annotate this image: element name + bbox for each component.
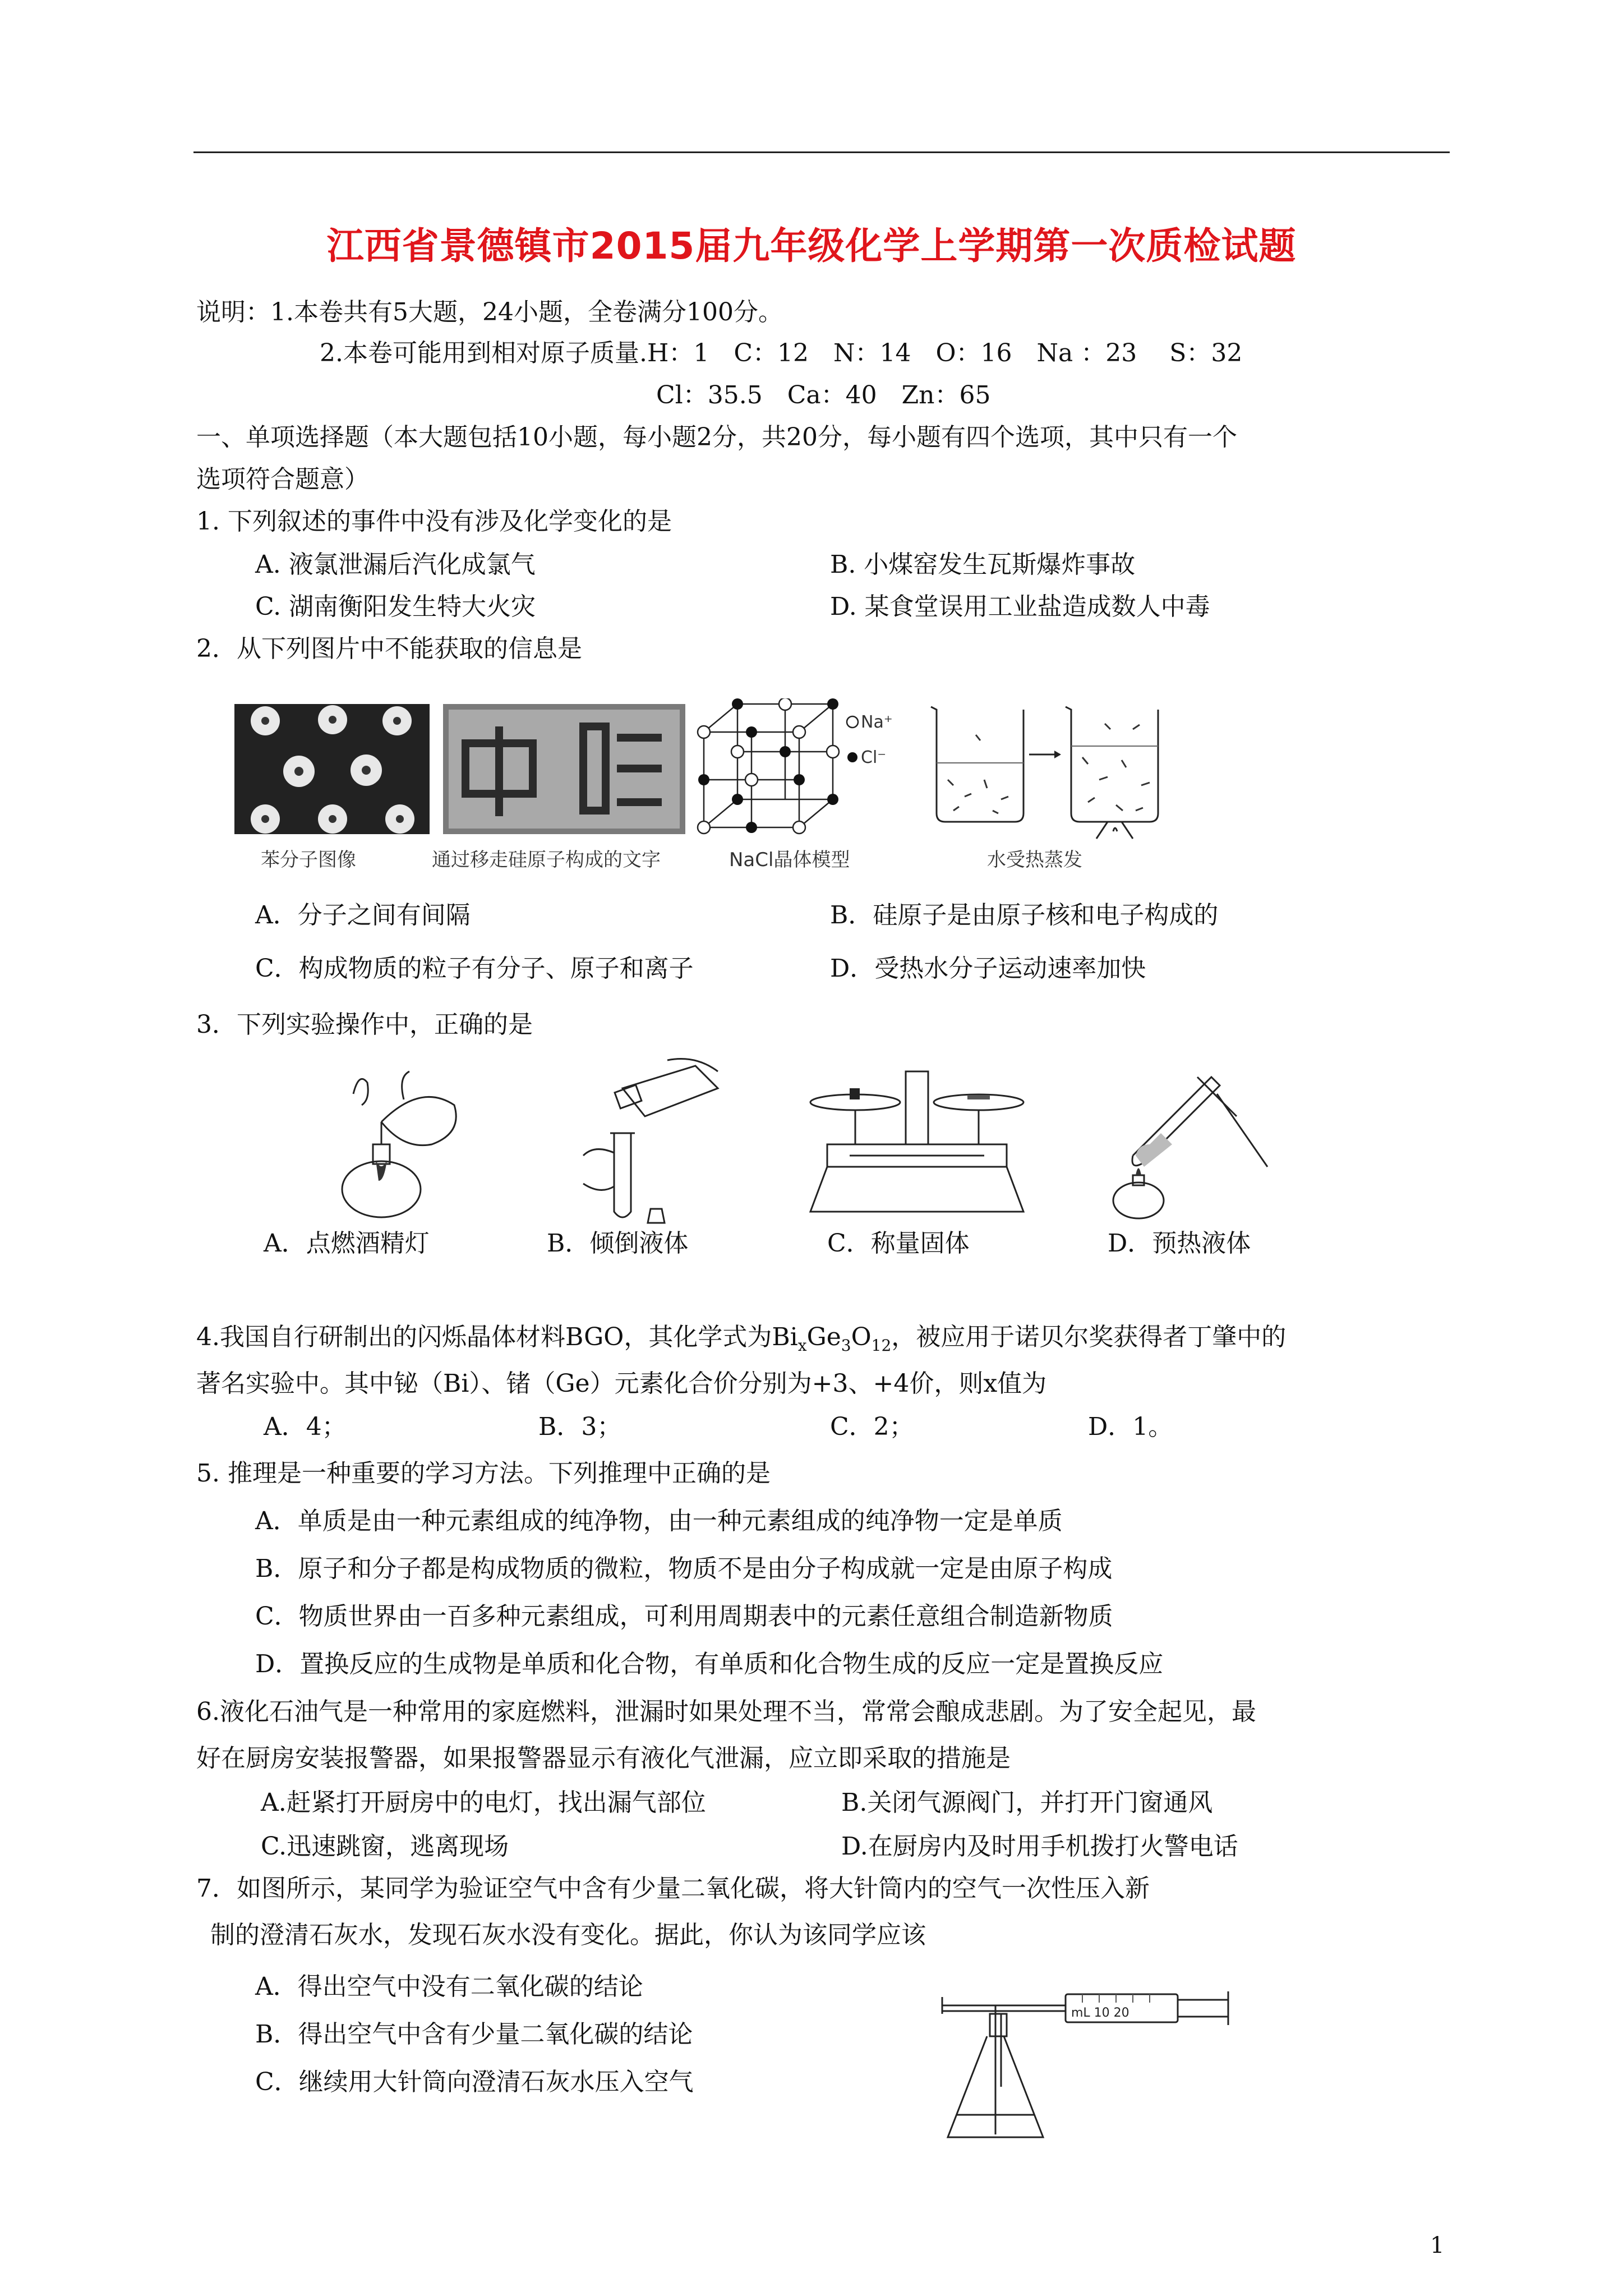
benzene-molecule-image (234, 704, 430, 834)
q3-option-b: B．倾倒液体 (547, 1229, 689, 1258)
caption-benzene: 苯分子图像 (261, 849, 356, 871)
q5-option-b: B．原子和分子都是构成物质的微粒，物质不是由分子构成就一定是由原子构成 (255, 1554, 1113, 1583)
page-number: 1 (1430, 2233, 1445, 2258)
legend-na: Na⁺ (861, 712, 893, 732)
q1-option-a: A. 液氯泄漏后汽化成氯气 (255, 550, 536, 579)
q3-option-a: A．点燃酒精灯 (264, 1229, 430, 1258)
preheating-liquid-figure (1099, 1055, 1279, 1228)
syringe-scale-label: mL 10 20 (1071, 2006, 1129, 2020)
water-evaporation-diagram (920, 701, 1211, 841)
q6-stem-cont: 好在厨房安装报警器，如果报警器显示有液化气泄漏，应立即采取的措施是 (196, 1744, 1011, 1773)
q7-option-b: B．得出空气中含有少量二氧化碳的结论 (255, 2020, 693, 2049)
q4-option-c: C．2； (830, 1412, 914, 1441)
q1-option-b: B. 小煤窑发生瓦斯爆炸事故 (830, 550, 1136, 579)
caption-nacl: NaCl晶体模型 (729, 849, 850, 871)
q7-option-a: A．得出空气中没有二氧化碳的结论 (255, 1972, 643, 2001)
note-1: 说明：1.本卷共有5大题，24小题，全卷满分100分。 (196, 298, 783, 326)
pouring-liquid-figure (561, 1055, 740, 1228)
q4-option-a: A．4； (264, 1412, 347, 1441)
q3-stem: 3．下列实验操作中，正确的是 (196, 1010, 533, 1039)
q2-option-d: D．受热水分子运动速率加快 (830, 954, 1146, 983)
section-1-heading-cont: 选项符合题意） (196, 465, 369, 494)
section-1-heading: 一、单项选择题（本大题包括10小题，每小题2分，共20分，每小题有四个选项，其中只有一个 (196, 423, 1237, 452)
q6-option-d: D.在厨房内及时用手机拨打火警电话 (841, 1832, 1238, 1861)
q4-option-d: D．1。 (1088, 1412, 1173, 1441)
q4-stem: 4.我国自行研制出的闪烁晶体材料BGO，其化学式为$Bi_xGe_3O_{12}$，被应用于诺贝尔奖获得者丁肇中的 (196, 1323, 1287, 1355)
q5-stem: 5. 推理是一种重要的学习方法。下列推理中正确的是 (196, 1459, 771, 1488)
q1-option-c: C. 湖南衡阳发生特大火灾 (255, 592, 536, 621)
note-2: 2.本卷可能用到相对原子质量.H：1 C：12 N：14 O：16 Na ：23 S：32 (320, 339, 1243, 367)
syringe-flask-apparatus (937, 1975, 1251, 2148)
q7-option-c: C．继续用大针筒向澄清石灰水压入空气 (255, 2068, 694, 2096)
silicon-atom-text-image (443, 704, 685, 834)
q5-option-c: C．物质世界由一百多种元素组成，可利用周期表中的元素任意组合制造新物质 (255, 1602, 1113, 1631)
q7-stem-cont: 制的澄清石灰水，发现石灰水没有变化。据此，你认为该同学应该 (210, 1921, 926, 1949)
q6-option-c: C.迅速跳窗，逃离现场 (261, 1832, 509, 1861)
q4-stem-cont: 著名实验中。其中铋（Bi）、锗（Ge）元素化合价分别为+3、+4价，则x值为 (196, 1369, 1047, 1398)
caption-water: 水受热蒸发 (987, 849, 1082, 871)
page-title: 江西省景德镇市2015届九年级化学上学期第一次质检试题 (326, 224, 1297, 268)
q2-stem: 2．从下列图片中不能获取的信息是 (196, 634, 582, 663)
q2-option-c: C．构成物质的粒子有分子、原子和离子 (255, 954, 694, 983)
q6-option-a: A.赶紧打开厨房中的电灯，找出漏气部位 (261, 1788, 706, 1817)
header-rule (193, 151, 1450, 153)
q6-option-b: B.关闭气源阀门，并打开门窗通风 (841, 1788, 1213, 1817)
q2-option-b: B．硅原子是由原子核和电子构成的 (830, 901, 1219, 930)
q4-option-b: B．3； (538, 1412, 622, 1441)
q6-stem: 6.液化石油气是一种常用的家庭燃料，泄漏时如果处理不当，常常会酿成悲剧。为了安全起见，最 (196, 1697, 1256, 1726)
q1-option-d: D. 某食堂误用工业盐造成数人中毒 (830, 592, 1210, 621)
balance-scale-figure (805, 1060, 1029, 1223)
q3-option-c: C．称量固体 (827, 1229, 970, 1258)
q5-option-d: D．置换反应的生成物是单质和化合物，有单质和化合物生成的反应一定是置换反应 (255, 1650, 1164, 1678)
q3-option-d: D．预热液体 (1108, 1229, 1251, 1258)
note-3: Cl：35.5 Ca：40 Zn：65 (656, 381, 991, 409)
q2-option-a: A．分子之间有间隔 (255, 901, 471, 930)
alcohol-lamp-lighting-figure (320, 1060, 477, 1228)
q5-option-a: A．单质是由一种元素组成的纯净物，由一种元素组成的纯净物一定是单质 (255, 1507, 1063, 1535)
legend-cl: Cl⁻ (861, 748, 887, 767)
caption-silicon: 通过移走硅原子构成的文字 (432, 849, 661, 871)
q7-stem: 7．如图所示，某同学为验证空气中含有少量二氧化碳，将大针筒内的空气一次性压入新 (196, 1874, 1150, 1903)
q1-stem: 1. 下列叙述的事件中没有涉及化学变化的是 (196, 507, 672, 536)
nacl-crystal-model (693, 698, 878, 839)
